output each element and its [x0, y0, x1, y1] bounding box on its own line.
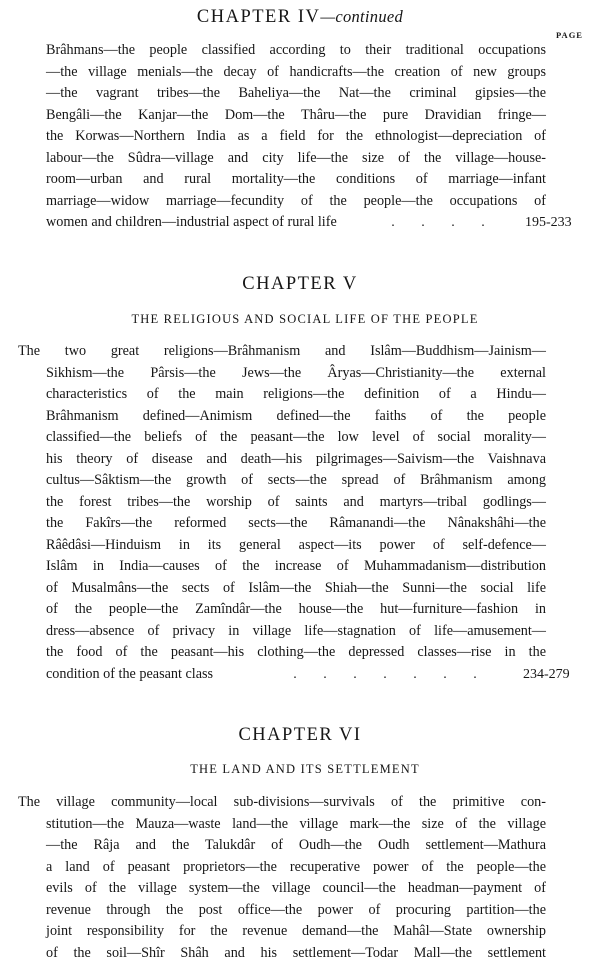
page-column-label: PAGE: [556, 30, 583, 40]
chapter-4-line: —the vagrant tribes—the Baheliya—the Nat—the criminal gipsies—the: [46, 85, 546, 101]
chapter-5-line: his theory of disease and death—his pilgrimages—Saivism—the Vaishnava: [46, 450, 546, 467]
chapter-4-line: Bengâli—the Kanjar—the Dom—the Thâru—the pure Dravidian fringe—: [46, 106, 546, 123]
chapter-5-heading: CHAPTER V: [242, 274, 358, 294]
chapter-5-line: the Fakîrs—the reformed sects—the Râmanandi—the Nânakshâhi—the: [46, 515, 546, 531]
chapter-5-line: Râêdâsi—Hinduism in its general aspect—its power of self-defence—: [46, 536, 546, 553]
chapter-6-subtitle: THE LAND AND ITS SETTLEMENT: [190, 762, 420, 776]
chapter-6-line: of the soil—Shîr Shâh and his settlement—Todar Mall—the settlement: [46, 944, 546, 961]
chapter-4-page-range: 195-233: [525, 215, 572, 230]
chapter-5-line: classified—the beliefs of the peasant—the low level of social morality—: [46, 429, 546, 445]
chapter-5-line: Islâm in India—causes of the increase of Muhammadanism—distribution: [46, 558, 546, 574]
chapter-5-line: the food of the peasant—his clothing—the depressed classes—rise in the: [46, 644, 546, 660]
chapter-6-line: evils of the village system—the village council—the headman—payment of: [46, 880, 546, 896]
chapter-6-line: joint responsibility for the revenue demand—the Mahâl—State ownership: [46, 923, 546, 939]
chapter-5-line: The two great religions—Brâhmanism and Islâm—Buddhism—Jainism—: [18, 343, 546, 359]
chapter-4-heading: [0, 6, 600, 28]
chapter-4-title: CHAPTER IV: [196, 7, 321, 27]
chapter-5-line: the forest tribes—the worship of saints and martyrs—tribal godlings—: [46, 493, 546, 510]
leader-dots: . . . . . . .: [293, 666, 477, 682]
chapter-6-line: stitution—the Mauza—waste land—the village mark—the size of the village: [46, 815, 546, 832]
chapter-4-line: Brâhmans—the people classified according to their traditional occupations: [46, 42, 546, 58]
chapter-5-line: of Musalmâns—the sects of Islâm—the Shiah—the Sunni—the social life: [46, 579, 546, 596]
chapter-5-line: Brâhmanism defined—Animism defined—the faiths of the people: [46, 407, 546, 424]
chapter-6-line: —the Râja and the Talukdâr of Oudh—the Oudh settlement—Mathura: [46, 837, 546, 853]
chapter-4-line: marriage—widow marriage—fecundity of the people—the occupations of: [46, 192, 546, 209]
leader-dots: . . . .: [391, 215, 485, 230]
chapter-4-line: room—urban and rural mortality—the conditions of marriage—infant: [46, 171, 546, 187]
chapter-6-heading: CHAPTER VI: [238, 725, 362, 745]
chapter-6-line: a land of peasant proprietors—the recuperative power of the people—the: [46, 858, 546, 875]
chapter-5-line: cultus—Sâktism—the growth of sects—the spread of Brâhmanism among: [46, 472, 546, 488]
chapter-5-line: of the people—the Zamîndâr—the house—the hut—furniture—fashion in: [46, 601, 546, 617]
chapter-4-continued: —continued: [320, 7, 404, 26]
chapter-5-page-range: 234-279: [523, 666, 570, 682]
chapter-5-subtitle: THE RELIGIOUS AND SOCIAL LIFE OF THE PEOPLE: [131, 312, 479, 326]
chapter-4-line: labour—the Sûdra—village and city life—the size of the village—house-: [46, 149, 546, 166]
chapter-6-line: The village community—local sub-divisions—survivals of the primitive con-: [18, 794, 546, 810]
chapter-5-line: dress—absence of privacy in village life—stagnation of life—amusement—: [46, 622, 546, 639]
chapter-4-line: women and children—industrial aspect of rural life: [46, 214, 337, 230]
chapter-5-line: characteristics of the main religions—the definition of a Hindu—: [46, 386, 546, 402]
chapter-4-line: the Korwas—Northern India as a field for the ethnologist—depreciation of: [46, 128, 546, 144]
chapter-4-line: —the village menials—the decay of handicrafts—the creation of new groups: [46, 63, 546, 80]
chapter-6-line: revenue through the post office—the power of procuring partition—the: [46, 901, 546, 918]
chapter-5-line: Sikhism—the Pârsis—the Jews—the Âryas—Christianity—the external: [46, 364, 546, 381]
chapter-5-line: condition of the peasant class: [46, 665, 214, 682]
